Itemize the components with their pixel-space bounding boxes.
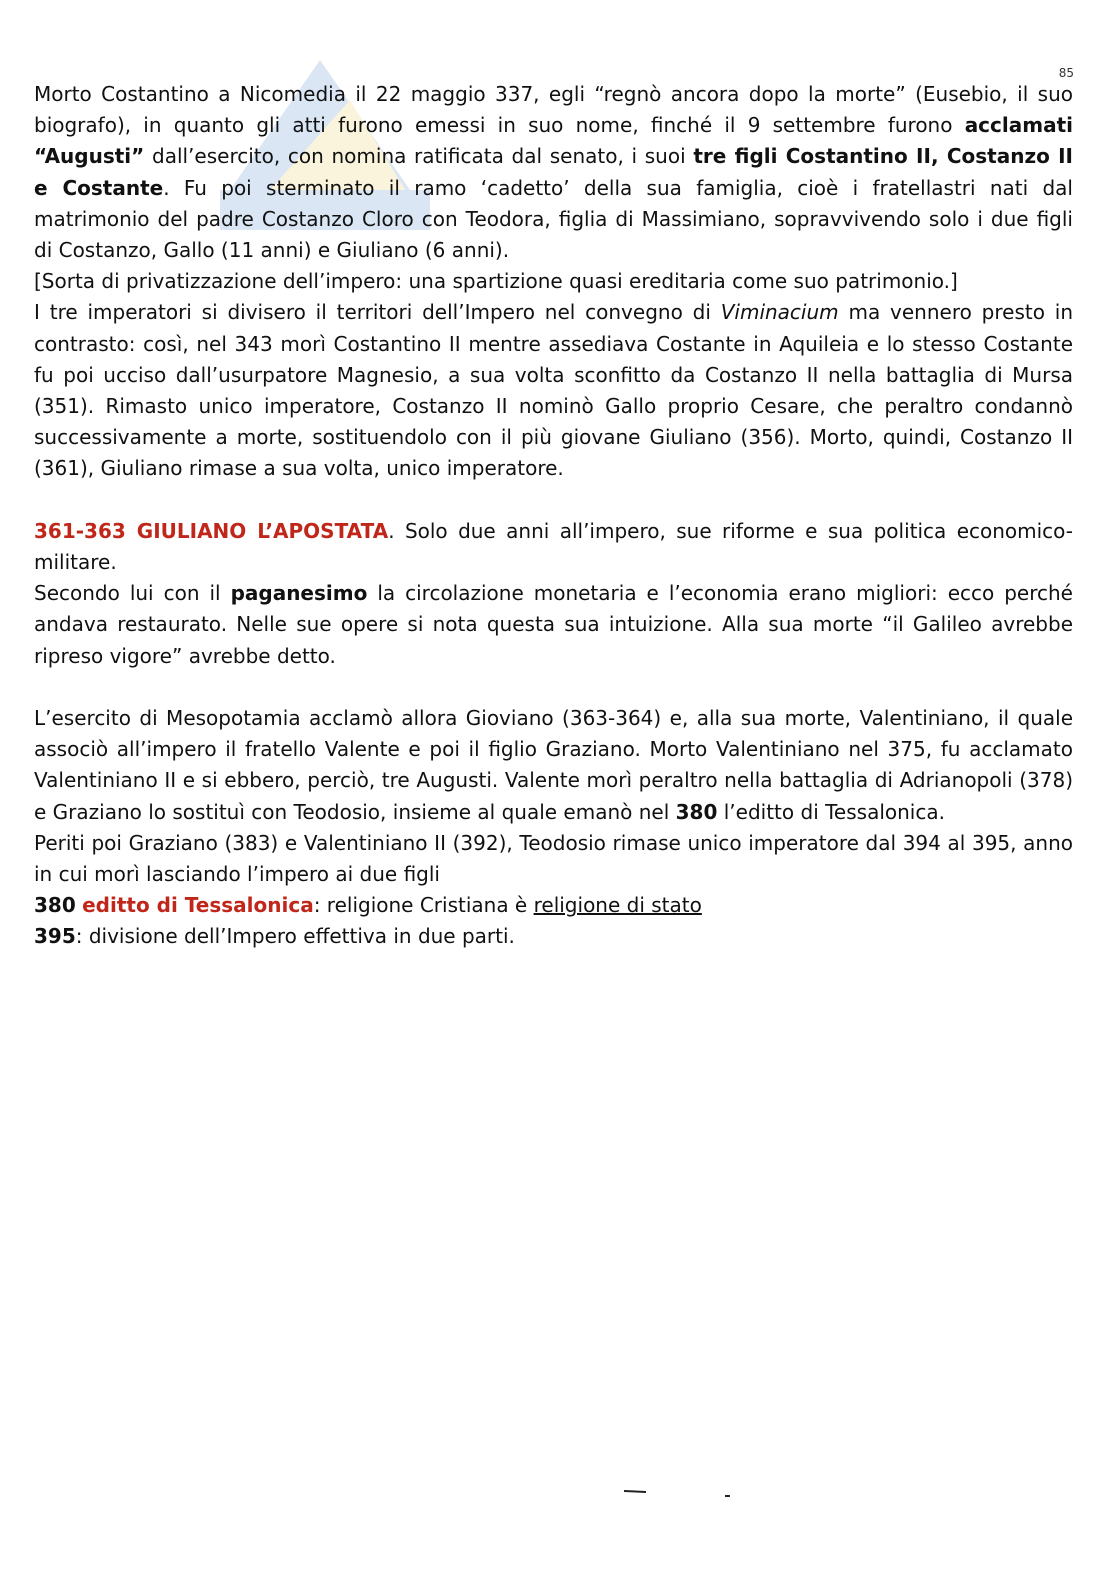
summary-line-380: 380 editto di Tessalonica: religione Cristiana è religione di stato	[34, 893, 702, 918]
bold-year-380: 380	[675, 799, 718, 824]
paragraph-paganesimo: Secondo lui con il paganesimo la circolazione monetaria e l’economia erano migliori: ecco perché andava restaurato. Nelle sue opere si nota questa sua intuizione. Alla sua morte “il Galileo avrebbe ripreso vigore” avrebbe detto.	[34, 581, 1073, 668]
italic-viminacium: Viminacium	[720, 300, 839, 325]
bold-acclamati-augusti: acclamati “Augusti”	[34, 113, 1073, 169]
summary-line-395: 395: divisione dell’Impero effettiva in due parti.	[34, 924, 515, 949]
summary-year-380: 380	[34, 893, 76, 918]
document-body	[34, 79, 1073, 953]
paragraph-tre-imperatori: I tre imperatori si divisero il territori dell’Impero nel convegno di Viminacium ma vennero presto in contrasto: così, nel 343 morì Costantino II mentre assediava Costante in Aquileia e lo stesso Costante fu poi ucciso dall’usurpatore Magnesio, a sua volta sconfitto da Costanzo II nella battaglia di Mursa (351). Rimasto unico imperatore, Costanzo II nominò Gallo proprio Cesare, che peraltro condannò successivamente a morte, sostituendolo con il più giovane Giuliano (356). Morto, quindi, Costanzo II (361), Giuliano rimase a sua volta, unico imperatore.	[34, 300, 1074, 481]
page-number: 85	[1058, 66, 1074, 80]
bold-tre-figli: tre figli Costantino II, Costanzo II e Costante	[34, 144, 1073, 200]
section-heading-giuliano: 361-363 GIULIANO L’APOSTATA	[34, 518, 389, 543]
religione-di-stato-underlined: religione di stato	[533, 893, 702, 918]
paragraph-esercito-mesopotamia: L’esercito di Mesopotamia acclamò allora Gioviano (363-364) e, alla sua morte, Valentiniano, il quale associò all’impero il fratello Valente e poi il figlio Graziano. Morto Valentiniano nel 375, fu acclamato Valentiniano II e si ebbero, perciò, tre Augusti. Valente morì peraltro nella battaglia di Adrianopoli (378) e Graziano lo sostituì con Teodosio, insieme al quale emanò nel 380 l’editto di Tessalonica.	[34, 706, 1073, 824]
editto-tessalonica-label: editto di Tessalonica	[82, 893, 314, 918]
scan-mark	[620, 1485, 740, 1505]
paragraph-costantino-death: Morto Costantino a Nicomedia il 22 maggio 337, egli “regnò ancora dopo la morte” (Eusebio, il suo biografo), in quanto gli atti furono emessi in suo nome, finché il 9 settembre furono acclamati “Augusti” dall’esercito, con nomina ratificata dal senato, i suoi tre figli Costantino II, Costanzo II e Costante. Fu poi sterminato il ramo ‘cadetto’ della sua famiglia, cioè i fratellastri nati dal matrimonio del padre Costanzo Cloro con Teodora, figlia di Massimiano, sopravvivendo solo i due figli di Costanzo, Gallo (11 anni) e Giuliano (6 anni).	[34, 82, 1073, 263]
paragraph-privatizzazione-note: [Sorta di privatizzazione dell’impero: una spartizione quasi ereditaria come suo patrimonio.]	[34, 269, 958, 294]
bold-paganesimo: paganesimo	[230, 581, 368, 606]
paragraph-giuliano-heading: 361-363 GIULIANO L’APOSTATA. Solo due anni all’impero, sue riforme e sua politica economico-militare.	[34, 518, 1074, 575]
paragraph-periti-graziano: Periti poi Graziano (383) e Valentiniano II (392), Teodosio rimase unico imperatore dal 394 al 395, anno in cui morì lasciando l’impero ai due figli	[34, 830, 1073, 887]
summary-year-395: 395	[34, 924, 76, 949]
